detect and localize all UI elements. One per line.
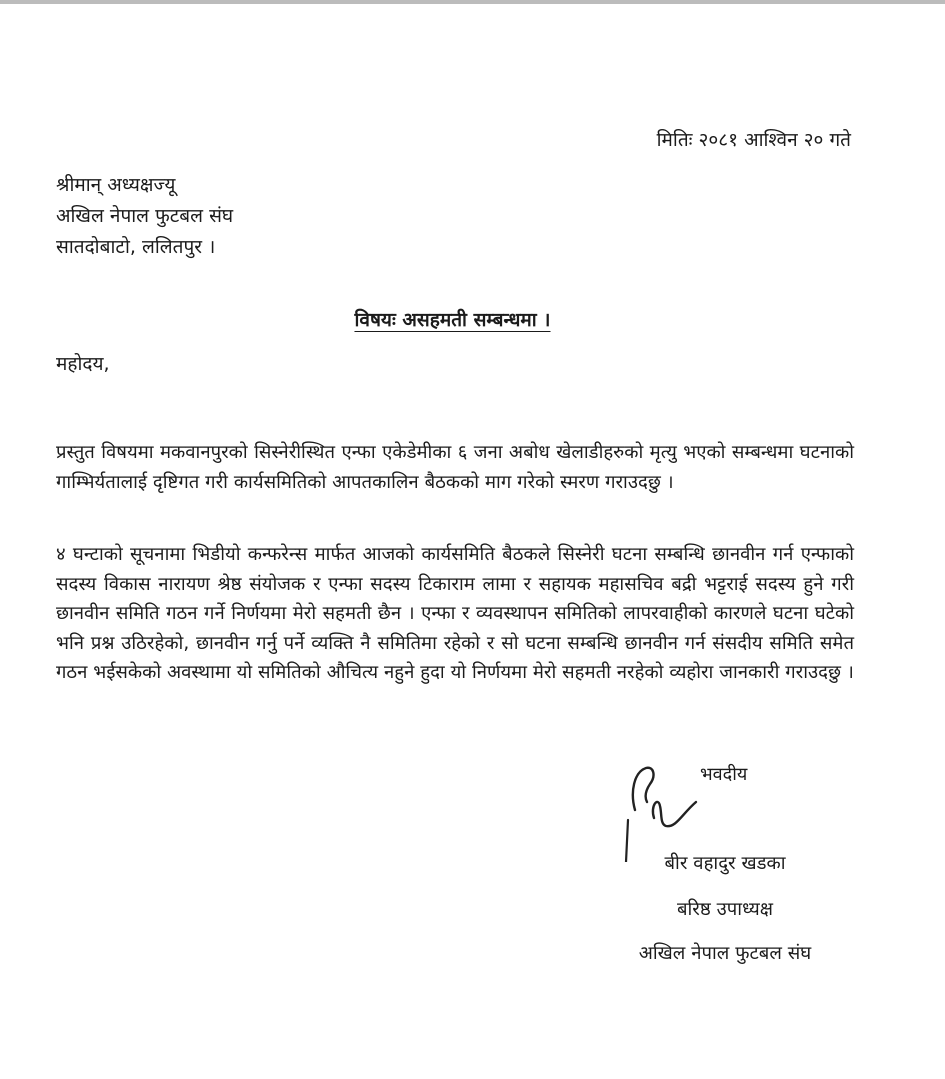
salutation: महोदय, bbox=[56, 353, 110, 375]
closing-word: भवदीय bbox=[700, 764, 748, 785]
recipient-line-1: श्रीमान् अध्यक्षज्यू bbox=[56, 174, 176, 196]
letter-date: मितिः २०८१ आश्विन २० गते bbox=[656, 129, 851, 151]
recipient-line-2: अखिल नेपाल फुटबल संघ bbox=[56, 205, 234, 227]
signer-organization: अखिल नेपाल फुटबल संघ bbox=[638, 943, 812, 964]
signer-name: बीर वहादुर खडका bbox=[664, 853, 786, 874]
subject-text: विषयः असहमती सम्बन्धमा । bbox=[354, 309, 551, 331]
recipient-address bbox=[56, 170, 233, 263]
body-paragraph-2: ४ घन्टाको सूचनामा भिडीयो कन्फरेन्स मार्फत आजको कार्यसमिति बैठकले सिस्नेरी घटना सम्बन्धि छानवीन गर्न एन्फाको सदस्य विकास नारायण श्रेष्ठ संयोजक र एन्फा सदस्य टिकाराम लामा र सहायक महासचिव बद्री भट्टराई सदस्य हुने गरी छानवीन समिति गठन गर्ने निर्णयमा मेरो सहमती छैन । एन्फा र व्यवस्थापन समितिको लापरवाहीको कारणले घटना घटेको भनि प्रश्न उठिरहेको, छानवीन गर्नु पर्ने व्यक्ति नै समितिमा रहेको र सो घटना सम्बन्धि छानवीन गर्न संसदीय समिति समेत गठन भईसकेको अवस्थामा यो समितिको औचित्य नहुने हुदा यो निर्णयमा मेरो सहमती नरहेको व्यहोरा जानकारी गराउदछु । bbox=[56, 544, 854, 683]
handwritten-signature-icon bbox=[620, 762, 710, 862]
body-paragraph-1: प्रस्तुत विषयमा मकवानपुरको सिस्नेरीस्थित एन्फा एकेडेमीका ६ जना अबोध खेलाडीहरुको मृत्यु भएको सम्बन्धमा घटनाको गाम्भिर्यतालाई दृष्टिगत गरी कार्यसमितिको आपतकालिन बैठकको माग गरेको स्मरण गराउदछु । bbox=[56, 442, 854, 493]
recipient-line-3: सातदोबाटो, ललितपुर । bbox=[56, 236, 216, 258]
signer-title: बरिष्ठ उपाध्यक्ष bbox=[676, 899, 774, 920]
letter-subject bbox=[0, 306, 905, 332]
